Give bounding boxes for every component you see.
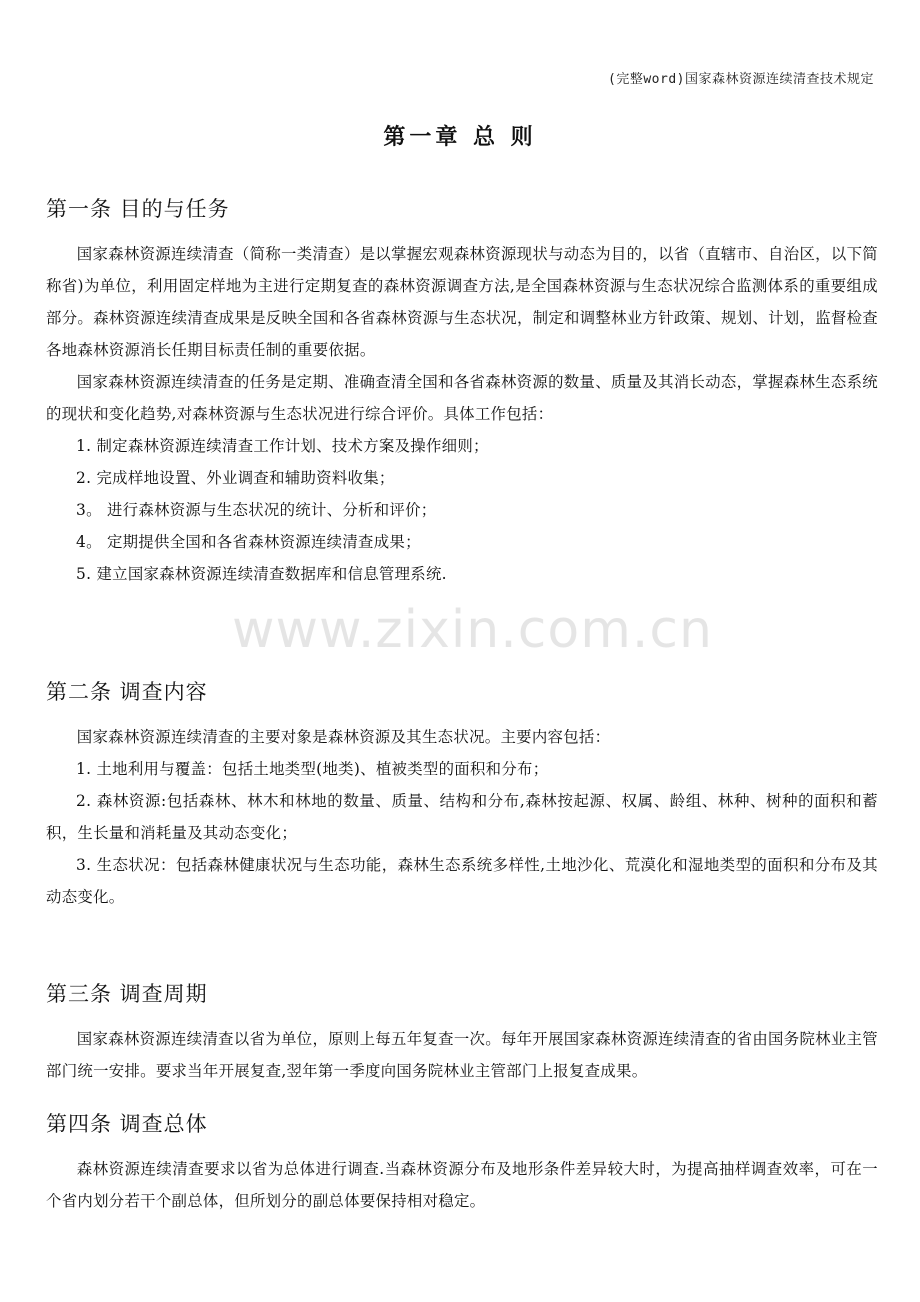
watermark: www.zixin.com.cn (232, 600, 713, 660)
section-survey-population (46, 1108, 878, 1217)
paragraph: 森林资源连续清查要求以省为总体进行调查.当森林资源分布及地形条件差异较大时，为提高抽样调查效率，可在一个省内划分若干个副总体，但所划分的副总体要保持相对稳定。 (46, 1160, 878, 1210)
list-item: 4。 定期提供全国和各省森林资源连续清查成果； (76, 533, 421, 551)
list-item: 2. 完成样地设置、外业调查和辅助资料收集； (76, 469, 395, 487)
list-item: 1. 制定森林资源连续清查工作计划、技术方案及操作细则； (76, 437, 489, 455)
paragraph: 国家森林资源连续清查（简称一类清查）是以掌握宏观森林资源现状与动态为目的，以省（直辖市、自治区，以下简称省)为单位，利用固定样地为主进行定期复查的森林资源调查方法,是全国森林资源与生态状况综合监测体系的重要组成部分。森林资源连续清查成果是反映全国和各省森林资源与生态状况，制定和调整林业方针政策、规划、计划，监督检查各地森林资源消长任期目标责任制的重要依据。 (46, 245, 878, 359)
section-purpose-and-tasks (46, 193, 878, 590)
section-heading: 第四条 调查总体 (46, 1112, 208, 1136)
list-item: 1. 土地利用与覆盖：包括土地类型(地类)、植被类型的面积和分布； (76, 760, 549, 778)
section-heading: 第三条 调查周期 (46, 982, 208, 1006)
section-survey-cycle (46, 978, 878, 1087)
list-item: 5. 建立国家森林资源连续清查数据库和信息管理系统. (76, 565, 447, 583)
paragraph: 国家森林资源连续清查的任务是定期、准确查清全国和各省森林资源的数量、质量及其消长动态，掌握森林生态系统的现状和变化趋势,对森林资源与生态状况进行综合评价。具体工作包括： (46, 373, 878, 423)
list-item: 2. 森林资源:包括森林、林木和林地的数量、质量、结构和分布,森林按起源、权属、龄组、林种、树种的面积和蓄积，生长量和消耗量及其动态变化； (46, 792, 878, 842)
section-heading: 第一条 目的与任务 (46, 197, 230, 221)
running-header: (完整word)国家森林资源连续清查技术规定 (608, 72, 874, 87)
section-heading: 第二条 调查内容 (46, 680, 208, 704)
chapter-title: 第一章 总 则 (383, 124, 537, 150)
section-survey-content (46, 676, 878, 913)
list-item: 3. 生态状况：包括森林健康状况与生态功能，森林生态系统多样性,土地沙化、荒漠化和湿地类型的面积和分布及其动态变化。 (46, 856, 878, 906)
list-item: 3。 进行森林资源与生态状况的统计、分析和评价； (76, 501, 437, 519)
paragraph: 国家森林资源连续清查的主要对象是森林资源及其生态状况。主要内容包括： (76, 728, 611, 746)
paragraph: 国家森林资源连续清查以省为单位，原则上每五年复查一次。每年开展国家森林资源连续清查的省由国务院林业主管部门统一安排。要求当年开展复查,翌年第一季度向国务院林业主管部门上报复查成果。 (46, 1030, 878, 1080)
